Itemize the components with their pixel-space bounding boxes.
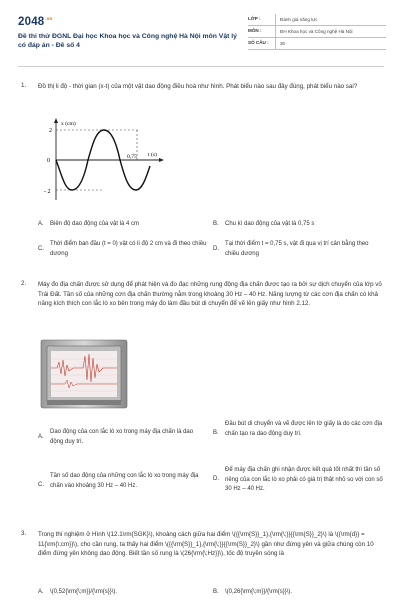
- y-axis-label: x (cm): [61, 121, 76, 127]
- option-text: Để máy địa chấn ghi nhận được kết quả tốt nhất thì tần số riêng của con lắc lò xo phải có giá trị thật nhỏ so với con số 30 Hz – 40 Hz.: [225, 467, 383, 493]
- option-label: D.: [213, 476, 219, 482]
- option-text: Biên độ dao động của vật là 4 cm: [50, 221, 140, 227]
- question-text: Trong thí nghiệm ở Hình \(12.1\rm{SGK}\), khoảng cách giữa hai điểm \({{\rm{S}}_1},{\rm{\;}}{{\rm{S}}_2}\) là \((\rm{d}} = 11{\rm{\;cm}}\), cho cần rung, ta thấy hai điểm \({{\rm{S}}_1},{\rm{\;}}{{\rm{S}}_2}\) gần như đứng yên và giữa chúng còn 10 điểm đứng yên không dao động. Biết tần số rung là \(26{\rm{\;Hz}}\), tốc độ truyền sóng là: [38, 531, 374, 558]
- q2-option-a[interactable]: [38, 428, 208, 447]
- origin-label: 0: [47, 158, 50, 164]
- seismograph-image: [40, 338, 128, 410]
- option-text: \(0,52{\rm{\;m}}/{\rm{s}}\).: [50, 589, 118, 595]
- y-axis-arrow: [54, 118, 58, 123]
- option-text: \(0,26{\rm{\;m}}/{\rm{s}}\).: [225, 589, 293, 595]
- option-label: A.: [38, 434, 44, 440]
- meta-value: ĐH Khoa học và Công nghệ Hà Nội: [275, 26, 386, 38]
- meta-value: Đánh giá năng lực: [275, 14, 386, 26]
- option-label: A.: [38, 221, 44, 227]
- q3-option-b[interactable]: [213, 588, 383, 598]
- q2-option-d[interactable]: [213, 466, 383, 495]
- page-title: Đề thi thử ĐGNL Đại học Khoa học và Công nghệ Hà Nội môn Vật lý có đáp án - Đề số 4: [18, 33, 237, 50]
- meta-value: 30: [275, 38, 386, 50]
- q1-option-c[interactable]: [38, 240, 210, 259]
- q2-option-c[interactable]: [38, 472, 208, 491]
- displacement-time-graph: [38, 116, 168, 204]
- logo-suffix: .vn: [45, 16, 53, 22]
- question-number: 2.: [21, 280, 27, 287]
- q1-option-a[interactable]: [38, 220, 198, 230]
- question-number: 3.: [21, 530, 27, 537]
- option-text: Đầu bút di chuyển và vẽ được lên tờ giấy là do các cơn địa chấn tạo ra dao động duy trì.: [225, 421, 383, 437]
- option-text: Tần số dao động của những con lắc lò xo trong máy địa chấn vào khoảng 30 Hz – 40 Hz.: [50, 473, 199, 489]
- meta-key: MÔN :: [248, 28, 262, 34]
- option-label: C.: [38, 246, 44, 252]
- meta-row-subject: [248, 26, 386, 38]
- option-text: Tại thời điểm t = 0,75 s, vật đi qua vị trí cân bằng theo chiều dương: [225, 241, 369, 257]
- q3-option-a[interactable]: [38, 588, 198, 598]
- q2-option-b[interactable]: [213, 420, 383, 439]
- option-text: Thời điểm ban đầu (t = 0) vật có li độ 2 cm và đi theo chiều dương: [50, 241, 207, 257]
- x-axis-arrow: [159, 158, 164, 162]
- option-label: A.: [38, 589, 44, 595]
- y-tick-top: 2: [49, 128, 52, 134]
- y-tick-bottom: - 2: [44, 189, 51, 195]
- q1-option-d[interactable]: [213, 240, 383, 259]
- question-text: Máy đo địa chấn được sử dụng để phát hiện và đo đạc những rung động địa chấn được tạo ra bởi sự dịch chuyển của lớp vỏ Trái Đất. Tần số của những cơn địa chấn thường nằm trong khoảng 30 Hz – 40 Hz. Năng lượng từ các cơn địa chấn có khả năng kích thích con lắc lò xo bên trong máy đo làm đầu bút di chuyển để vẽ lên giấy như hình 2.12.: [38, 281, 382, 308]
- document-header: [18, 14, 384, 60]
- logo-text: 2048: [18, 16, 45, 28]
- question-text: Đồ thị li độ - thời gian (x-t) của một vật dao động điều hoà như hình. Phát biểu nào sau đây đúng, phát biểu nào sai?: [38, 83, 358, 90]
- site-logo[interactable]: [18, 14, 53, 31]
- option-label: D.: [213, 246, 219, 252]
- x-axis-label: t (s): [148, 152, 157, 158]
- exam-meta-table: [248, 14, 386, 50]
- option-label: B.: [213, 430, 219, 436]
- option-label: B.: [213, 221, 219, 227]
- meta-row-count: [248, 38, 386, 50]
- header-divider: [18, 66, 384, 67]
- t-tick-label: 0,75: [127, 154, 137, 160]
- option-text: Dao động của con lắc lò xo trong máy địa chấn là dao động duy trì.: [50, 429, 194, 445]
- q1-option-b[interactable]: [213, 220, 383, 230]
- meta-key: SỐ CÂU :: [248, 40, 269, 46]
- meta-row-class: [248, 14, 386, 26]
- option-label: B.: [213, 589, 219, 595]
- option-text: Chu kì dao động của vật là 0,75 s: [225, 221, 315, 227]
- question-number: 1.: [21, 82, 27, 89]
- option-label: C.: [38, 482, 44, 488]
- meta-key: LỚP :: [248, 16, 261, 22]
